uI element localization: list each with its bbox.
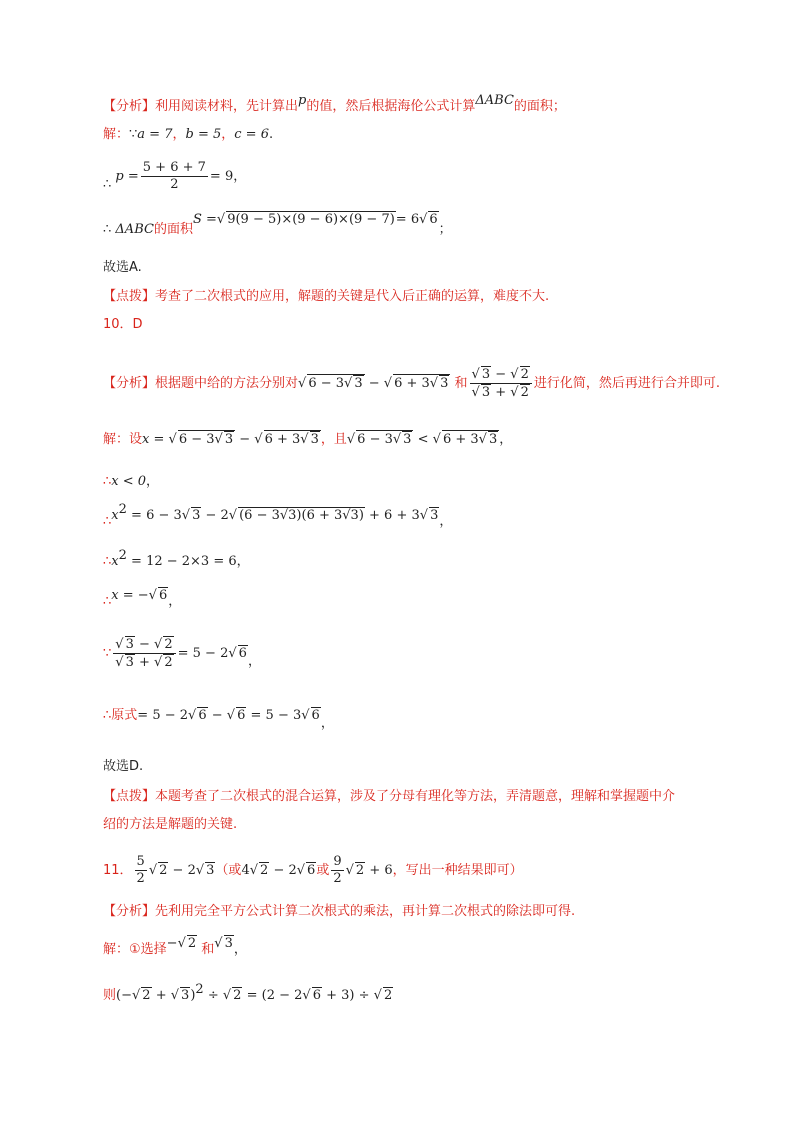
choice-10: 故选D. — [103, 759, 144, 774]
area-formula-line: ∴ ΔABC的面积S =√ 9(9 − 5)×(9 − 6)×(9 − 7)= 6√ 6； — [103, 212, 452, 237]
x-final-line: ∴x = −√ 6， — [103, 588, 182, 609]
solution-label: 解： — [103, 127, 130, 142]
comment-line-10a: 【点拨】本题考查了二次根式的混合运算，涉及了分母有理化等方法，弄清题意，理解和掌握题中介 — [103, 789, 676, 804]
comment-tag: 【点拨】 — [103, 289, 156, 304]
answer-11-line: 11． $\frac{5}{2}$ √ 2 − 2√ 3（或4√ 2 − 2√ 6或 $\frac{9}{2}$ √ 2 + 6，写出一种结果即可） — [103, 854, 523, 886]
p-symbol: p — [298, 93, 307, 108]
because-fraction-line: ∵ $\frac{√ 3 - √ 2}{√ 3 + √ 2}$ = 5 − 2√ 6， — [103, 637, 261, 670]
x-squared-result-line: $\therefore x^2 = 12 - 2\times 3 = 6$， — [103, 548, 250, 569]
choice-9: 故选A. — [103, 260, 142, 275]
analysis-line-10: 【分析】根据题中给的方法分别对√ 6 − 3√ 3 − √ 6 + 3√ 3 和 $\frac{√ 3 - √ 2}{√ 3 + √ 2}$ 进行化简，然后再进行合并即可. — [103, 367, 721, 400]
analysis-line-9: 【分析】利用阅读材料，先计算出p的值，然后根据海伦公式计算ΔABC的面积； — [103, 93, 566, 114]
triangle-abc: ΔABC — [475, 93, 514, 108]
sqrt-sign: √ — [216, 212, 226, 227]
analysis-tag: 【分析】 — [103, 99, 156, 114]
given-line: 解：∵a = 7，b = 5，c = 6. — [103, 127, 274, 142]
therefore-symbol: ∴ — [103, 177, 112, 192]
analysis-line-11: 【分析】先利用完全平方公式计算二次根式的乘法，再计算二次根式的除法即可得. — [103, 904, 576, 919]
set-x-line: 解：设x = √ 6 − 3√ 3 − √ 6 + 3√ 3 ，且√ 6 − 3√ 3 < √ 6 + 3√ 3 ， — [103, 432, 513, 447]
compute-line: 则(−√ 2 + √ 3)$^2$ ÷ √ 2 = (2 − 2√ 6 + 3) ÷ √ 2 — [103, 982, 393, 1003]
p-fraction: $\frac{5 + 6 + 7}{2}$ — [142, 160, 206, 192]
answer-10: 10．D — [103, 317, 143, 332]
p-formula-line: ∴ p = $\frac{5 + 6 + 7}{2}$ = 9， — [103, 160, 247, 192]
x-negative-line: ∴x < 0， — [103, 474, 160, 489]
comment-line-9: 【点拨】考查了二次根式的应用，解题的关键是代入后正确的运算，难度不大. — [103, 289, 550, 304]
choose-line: 解：①选择−√ 2 和√ 3， — [103, 936, 247, 957]
surd-fraction: $\frac{√ 3 - √ 2}{√ 3 + √ 2}$ — [470, 366, 532, 401]
heron-radicand: 9(9 − 5)×(9 − 6)×(9 − 7) — [227, 212, 395, 227]
original-expression-line: ∴原式= 5 − 2√ 6 − √ 6 = 5 − 3√ 6， — [103, 708, 334, 731]
x-squared-line: $\therefore x^2 = 6 - 3√$ 3 − 2√ (6 − 3√3)(6 + 3√3) + 6 + 3√ 3， — [103, 502, 453, 529]
comment-line-10b: 绍的方法是解题的关键. — [103, 817, 238, 832]
